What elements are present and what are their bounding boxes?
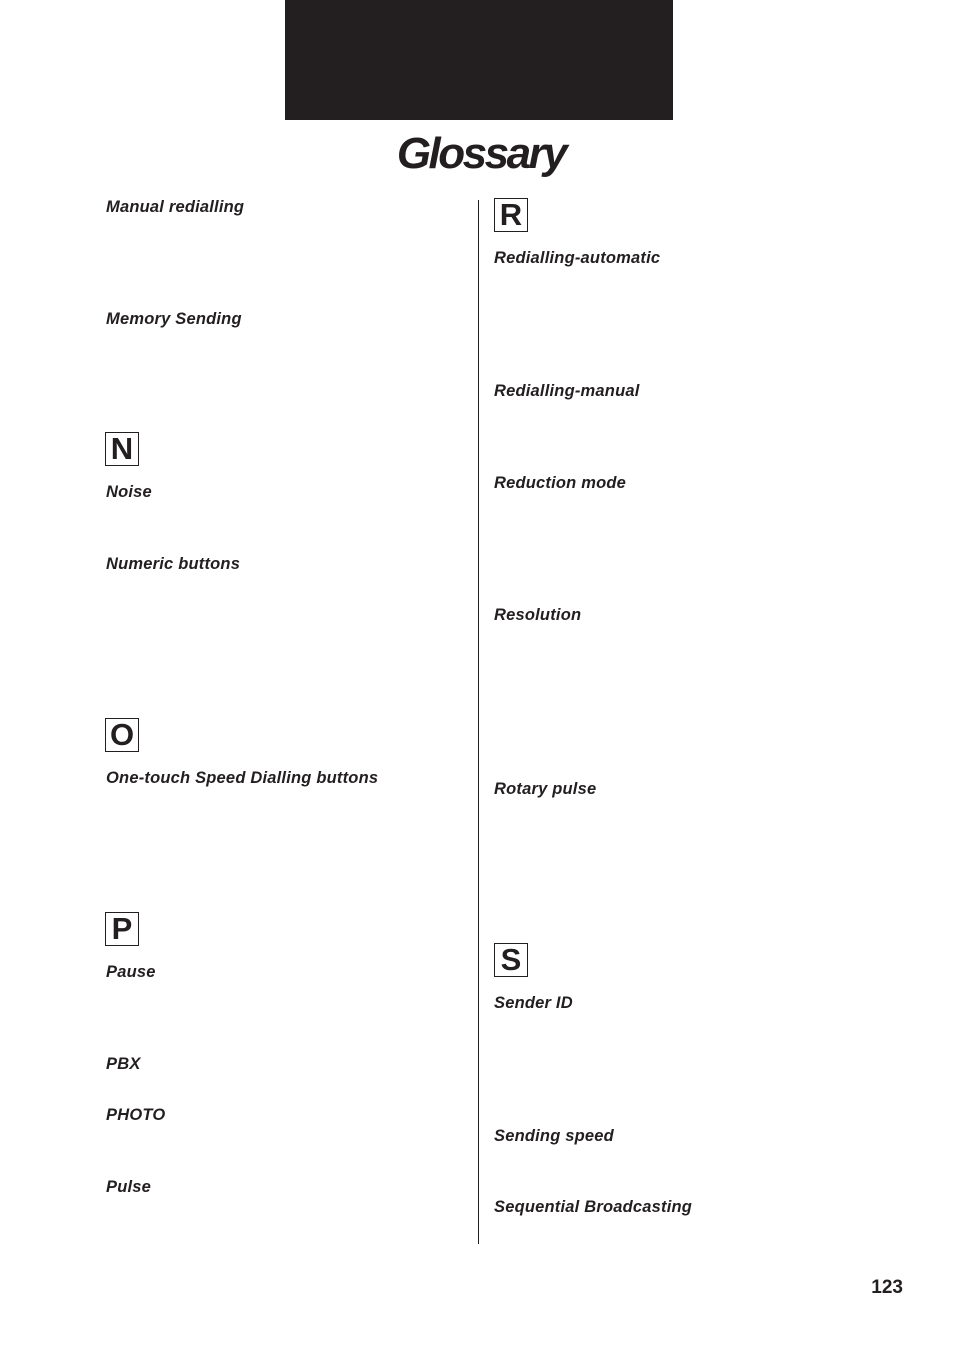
glossary-term: PBX xyxy=(106,1055,141,1073)
glossary-term: One-touch Speed Dialling buttons xyxy=(106,769,379,787)
glossary-term: Redialling-automatic xyxy=(494,249,661,267)
glossary-term: Pulse xyxy=(106,1178,152,1196)
glossary-term: Noise xyxy=(106,483,152,501)
glossary-term: Numeric buttons xyxy=(106,555,241,573)
glossary-term: Resolution xyxy=(494,606,582,624)
column-divider xyxy=(478,200,479,1244)
section-letter-o: O xyxy=(105,718,139,752)
glossary-term: Rotary pulse xyxy=(494,780,597,798)
glossary-term: PHOTO xyxy=(106,1106,166,1124)
glossary-term: Memory Sending xyxy=(106,310,242,328)
page-number: 123 xyxy=(871,1277,903,1298)
glossary-term: Sending speed xyxy=(494,1127,614,1145)
glossary-term: Reduction mode xyxy=(494,474,627,492)
glossary-term: Sender ID xyxy=(494,994,573,1012)
glossary-term: Pause xyxy=(106,963,156,981)
header-block xyxy=(285,0,673,120)
page-title: Glossary xyxy=(396,129,566,178)
section-letter-r: R xyxy=(494,198,528,232)
section-letter-n: N xyxy=(105,432,139,466)
glossary-term: Sequential Broadcasting xyxy=(494,1198,693,1216)
glossary-term: Manual redialling xyxy=(106,198,245,216)
section-letter-s: S xyxy=(494,943,528,977)
section-letter-p: P xyxy=(105,912,139,946)
glossary-term: Redialling-manual xyxy=(494,382,640,400)
